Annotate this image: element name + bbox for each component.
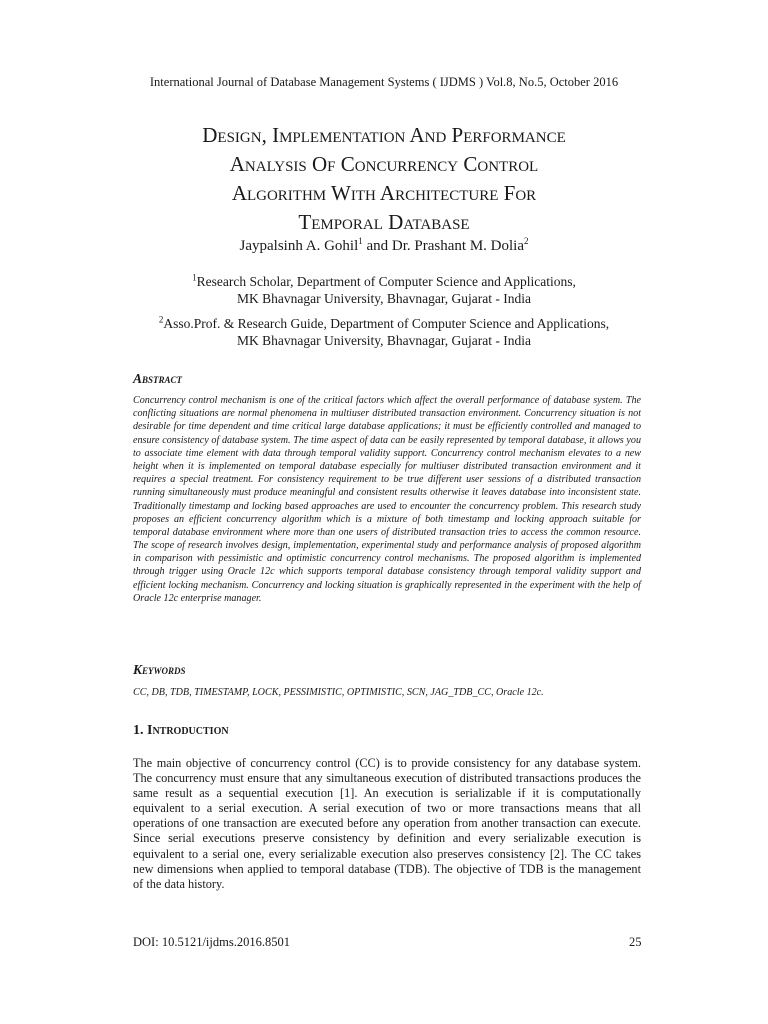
- affiliation: [0, 315, 768, 349]
- author-name: Jaypalsinh A. Gohil: [239, 238, 359, 254]
- affiliation-text: Asso.Prof. & Research Guide, Department of Computer Science and Applications,: [163, 316, 610, 331]
- abstract-text: Concurrency control mechanism is one of the critical factors which affect the overall performance of database system. The conflicting situations are normal phenomena in multiuser distributed transaction environment. Concurrency situation is not desirable for time dependent and time critical large database applications; it must be efficiently controlled and managed to ensure consistency of database system. The time aspect of data can be easily represented by temporal database, it allows you to associate time element with data through temporal validity support. Concurrency control mechanism elevates to a new height when it is implemented on temporal database especially for multiuser distributed transaction environment and it requires a special treatment. For consistency requirement to be true different user sessions of a distributed transaction running simultaneously must produce meaningful and consistent results otherwise it leaves database into inconsistent state. Traditionally timestamp and locking based approaches are used to encounter the concurrency problem. This research study proposes an efficient concurrency algorithm which is a mixture of both timestamp and locking approach suitable for temporal database environment where more than one users of distributed transaction tries to access the common resource. The scope of research involves design, implementation, experimental study and performance analysis of proposed algorithm in comparison with pessimistic and optimistic concurrency control mechanisms. The proposed algorithm is implemented through trigger using Oracle 12c which supports temporal database consistency through temporal validity support and efficient locking mechanism. Concurrency and locking situation is graphically represented in the experiment with the help of Oracle 12c enterprise manager.: [133, 395, 641, 604]
- affiliation: [0, 273, 768, 307]
- title-line: Analysis Of Concurrency Control: [229, 152, 539, 176]
- title-line: Algorithm With Architecture For: [231, 181, 537, 205]
- affiliation-text: Research Scholar, Department of Computer Science and Applications,: [196, 274, 576, 289]
- affiliation-line: MK Bhavnagar University, Bhavnagar, Gujarat - India: [237, 333, 531, 348]
- paper-title: [100, 121, 668, 237]
- page-number: 25: [629, 935, 642, 949]
- doi-footer: DOI: 10.5121/ijdms.2016.8501: [133, 935, 290, 949]
- keywords-text: CC, DB, TDB, TIMESTAMP, LOCK, PESSIMISTIC, OPTIMISTIC, SCN, JAG_TDB_CC, Oracle 12c.: [133, 687, 544, 698]
- author-superscript: 2: [524, 236, 529, 246]
- author-name: Dr. Prashant M. Dolia: [391, 238, 524, 254]
- title-line: Design, Implementation And Performance: [202, 123, 566, 147]
- affiliation-line: [0, 273, 768, 290]
- affiliation-superscript: 2: [158, 314, 164, 325]
- keywords-heading: Keywords: [133, 662, 186, 677]
- title-line: Temporal Database: [298, 210, 470, 234]
- author-line: [0, 238, 768, 255]
- journal-running-header: International Journal of Database Management Systems ( IJDMS ) Vol.8, No.5, October 2016: [149, 75, 619, 89]
- affiliation-line: MK Bhavnagar University, Bhavnagar, Gujarat - India: [237, 291, 531, 306]
- introduction-heading: 1. Introduction: [133, 723, 229, 738]
- abstract-heading: Abstract: [133, 371, 183, 386]
- introduction-text: The main objective of concurrency control (CC) is to provide consistency for any database system. The concurrency must ensure that any simultaneous execution of distributed transactions produces the same result as a sequential execution [1]. An execution is serializable if it is computationally equivalent to a serial execution. A serial execution of two or more transactions means that all operations of one transaction are executed before any operation from another transaction can execute. Since serial executions preserve consistency by definition and every serializable execution is equivalent to a serial one, every serializable execution also preserves consistency [2]. The CC takes new dimensions when applied to temporal database (TDB). The objective of TDB is the management of the data history.: [133, 756, 641, 891]
- author-conjunction: and: [362, 238, 392, 254]
- author-superscript: 1: [358, 236, 363, 246]
- affiliation-line: [0, 315, 768, 332]
- affiliation-superscript: 1: [192, 272, 197, 283]
